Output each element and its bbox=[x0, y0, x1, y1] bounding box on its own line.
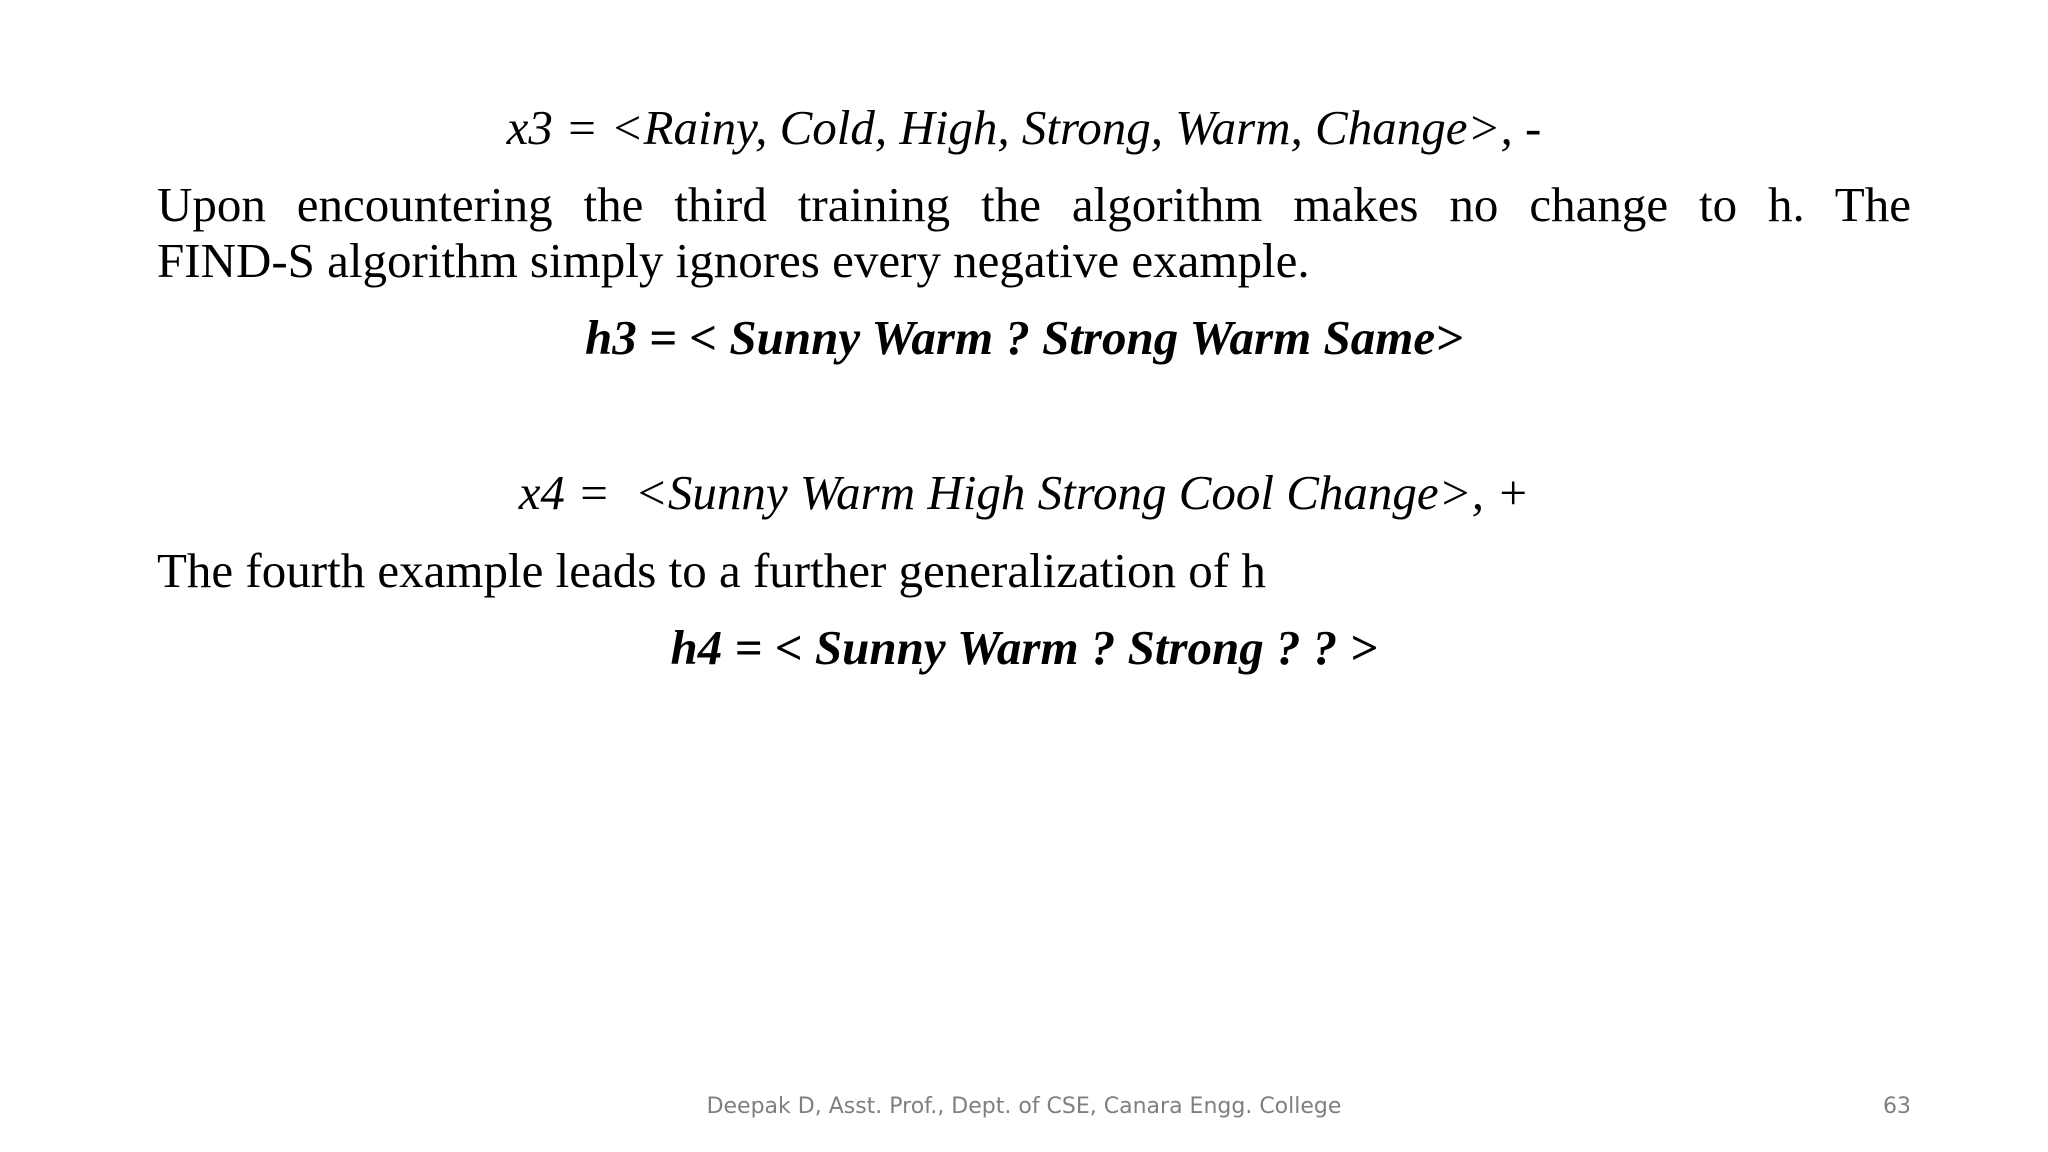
x4-example: x4 = <Sunny Warm High Strong Cool Change>, + bbox=[518, 465, 1530, 520]
x3-example: x3 = <Rainy, Cold, High, Strong, Warm, Change>, - bbox=[506, 100, 1542, 155]
footer-credit: Deepak D, Asst. Prof., Dept. of CSE, Canara Engg. College bbox=[706, 1094, 1342, 1119]
paragraph-third-example bbox=[157, 177, 1911, 289]
paragraph-line: FIND-S algorithm simply ignores every negative example. bbox=[157, 233, 1310, 288]
paragraph-line: The fourth example leads to a further generalization of h bbox=[157, 543, 1266, 598]
h3-hypothesis: h3 = < Sunny Warm ? Strong Warm Same> bbox=[584, 310, 1464, 365]
h4-hypothesis: h4 = < Sunny Warm ? Strong ? ? > bbox=[670, 620, 1378, 675]
paragraph-line: Upon encountering the third training the algorithm makes no change to h. The bbox=[157, 177, 1911, 232]
page-number: 63 bbox=[1883, 1094, 1911, 1119]
paragraph-fourth-example bbox=[157, 543, 1911, 599]
